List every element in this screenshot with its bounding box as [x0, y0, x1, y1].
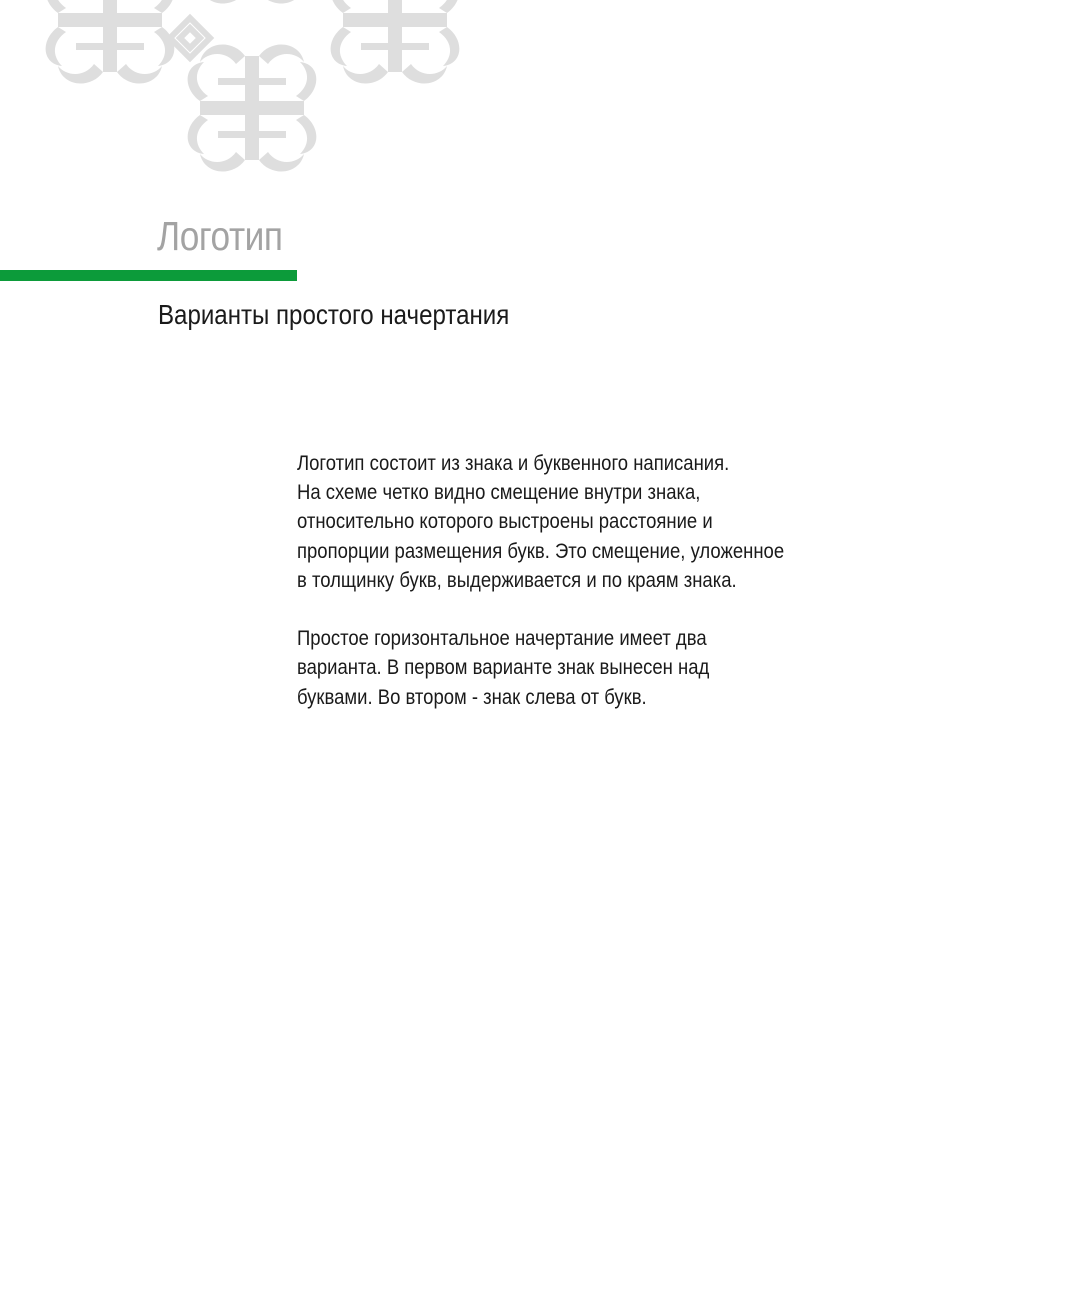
bashkir-ornament-icon [20, 0, 460, 195]
paragraph-1 [297, 449, 813, 595]
text-line: На схеме четко видно смещение внутри знака, [297, 480, 701, 505]
body-text [297, 449, 813, 712]
accent-rule [0, 270, 297, 281]
text-line: Простое горизонтальное начертание имеет два [297, 626, 707, 651]
page-subtitle: Варианты простого начертания [158, 299, 510, 330]
text-line: Логотип состоит из знака и буквенного написания. [297, 451, 730, 475]
section-title: Логотип [157, 213, 283, 259]
text-line: пропорции размещения букв. Это смещение, уложенное [297, 538, 785, 563]
text-line: буквами. Во втором - знак слева от букв. [297, 684, 647, 709]
text-line: относительно которого выстроены расстояние и [297, 509, 713, 534]
paragraph-2 [297, 624, 813, 712]
text-line: в толщинку букв, выдерживается и по краям знака. [297, 567, 737, 592]
text-line: варианта. В первом варианте знак вынесен над [297, 655, 710, 680]
